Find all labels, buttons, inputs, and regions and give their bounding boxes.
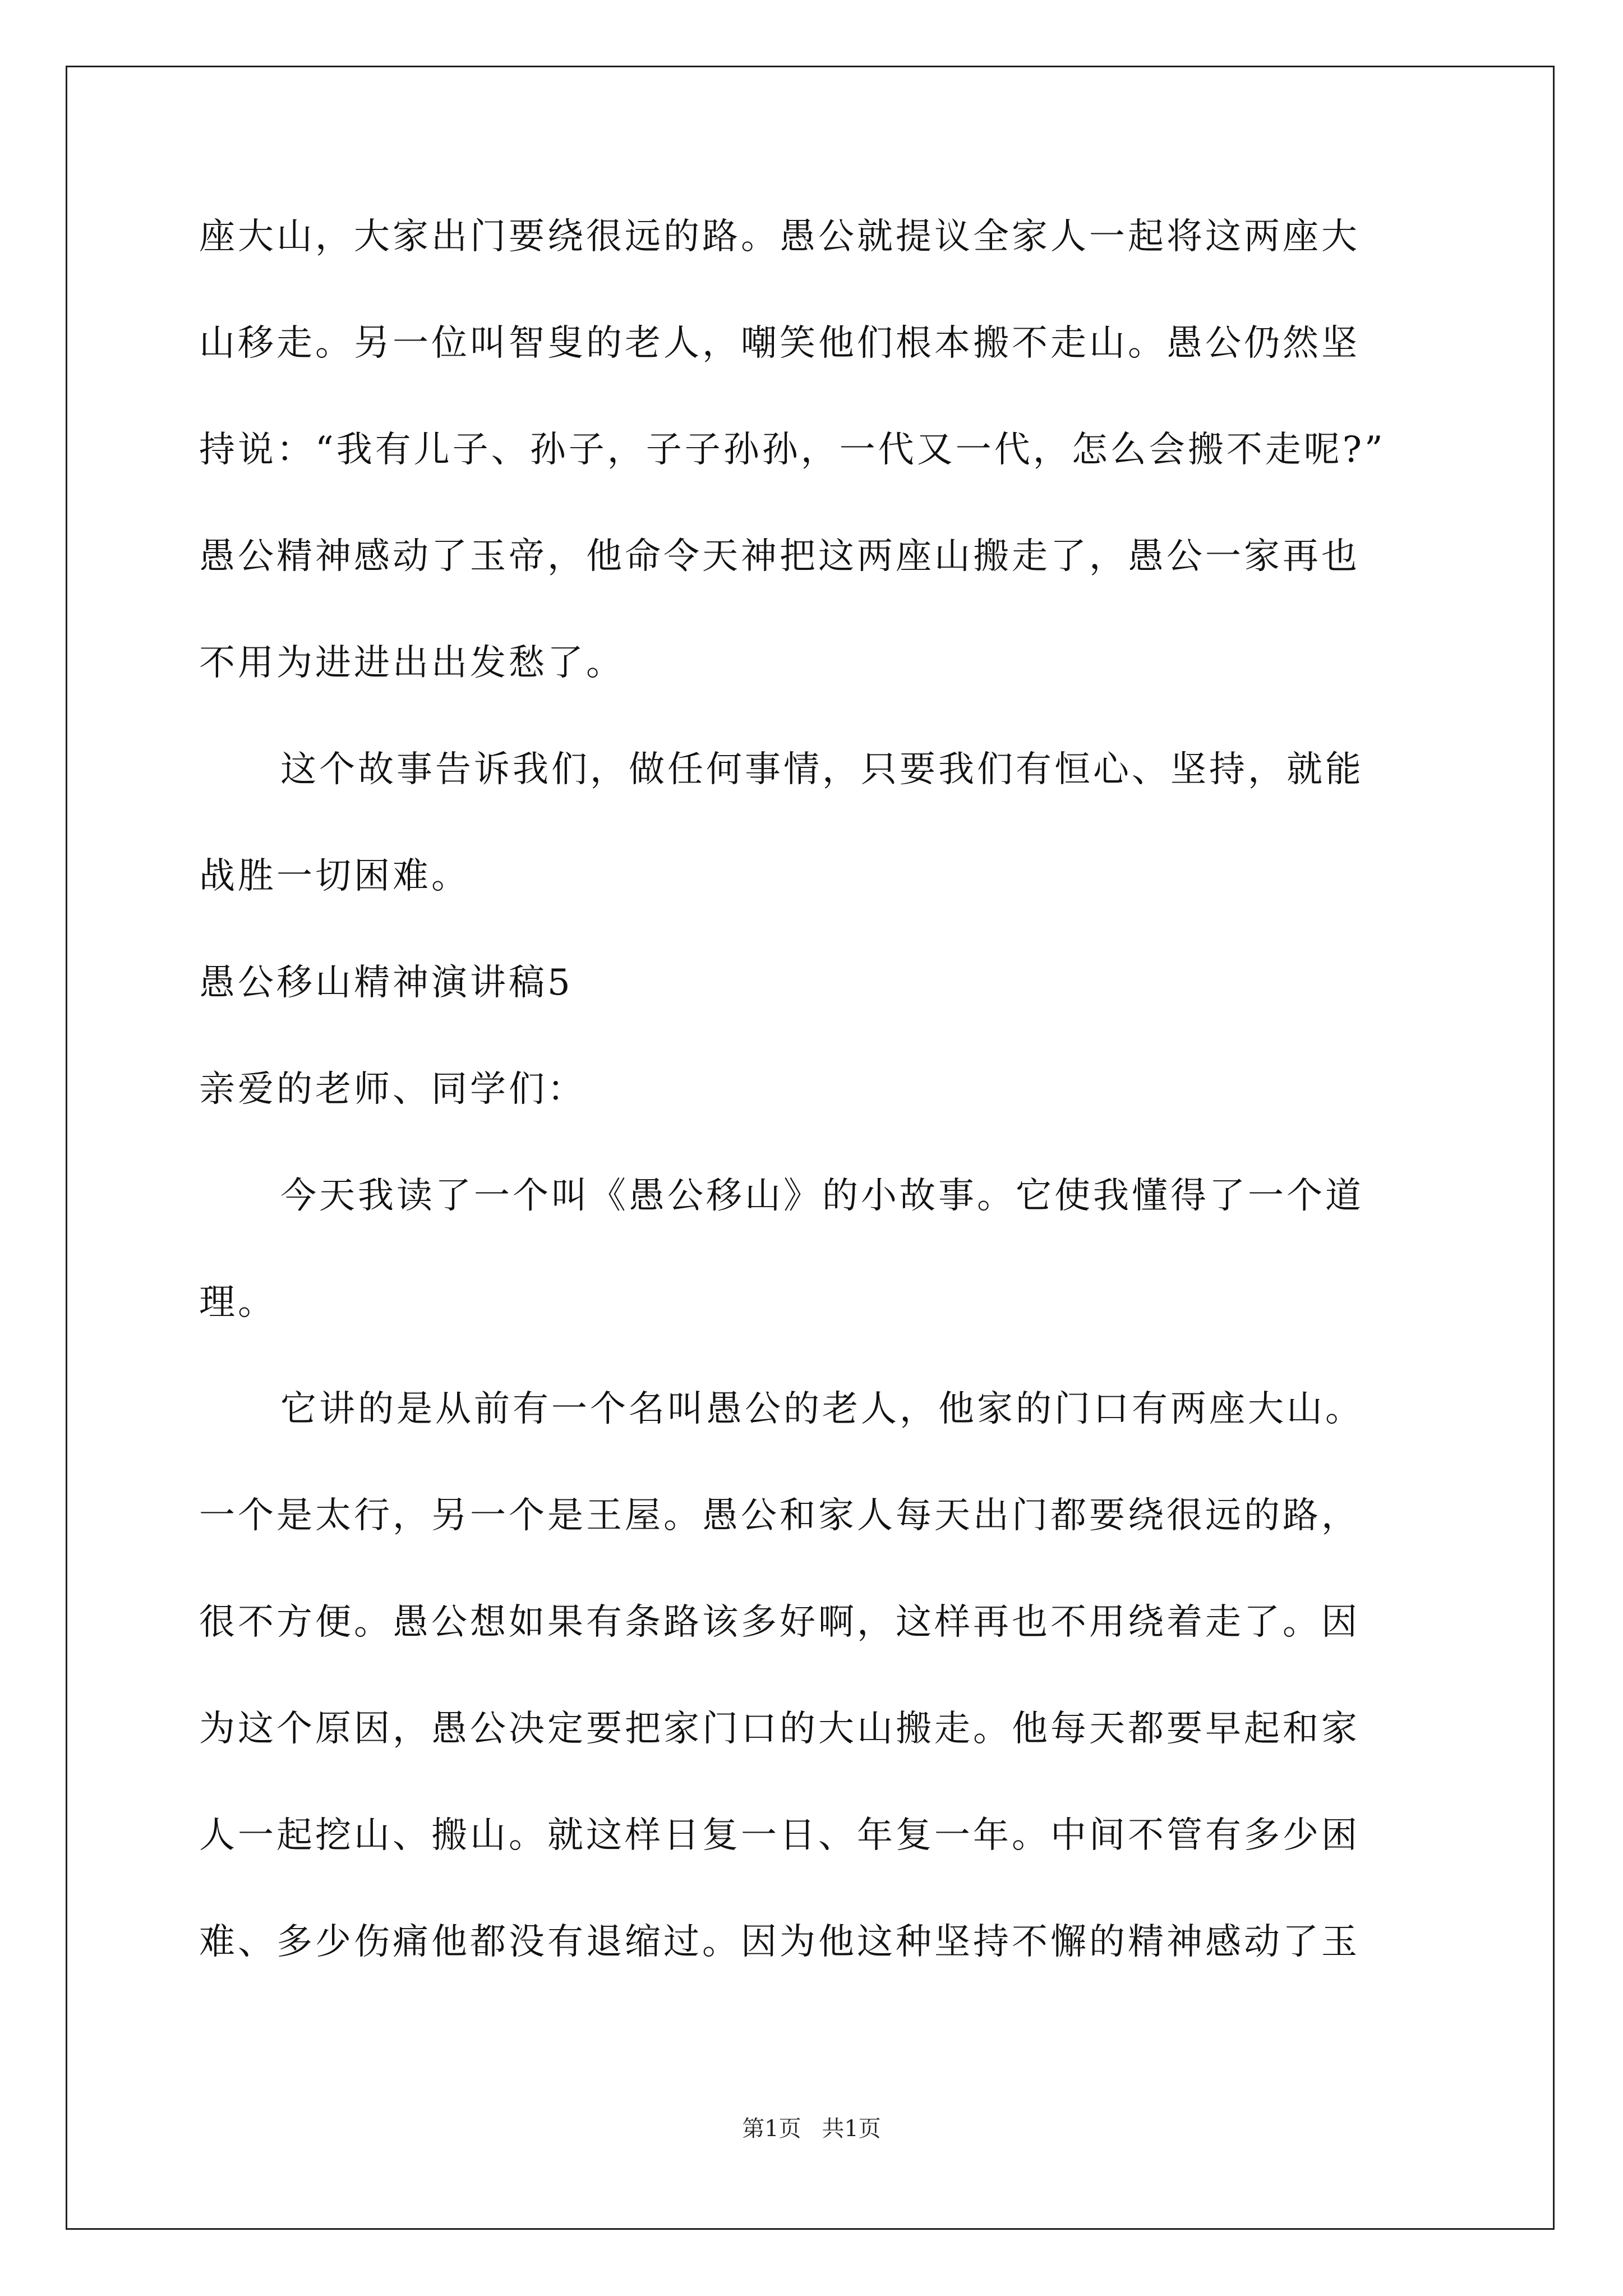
page-number: 第1页 [742, 2116, 801, 2142]
section-heading: 愚公移山精神演讲稿5 [199, 962, 573, 1004]
page-total: 共1页 [822, 2116, 881, 2142]
text-line: 座大山，大家出门要绕很远的路。愚公就提议全家人一起将这两座大 [199, 216, 1360, 257]
text-line: 一个是太行，另一个是王屋。愚公和家人每天出门都要绕很远的路， [199, 1495, 1360, 1536]
text-line: 愚公精神感动了玉帝，他命令天神把这两座山搬走了，愚公一家再也 [199, 536, 1360, 577]
text-line: 持说：“我有儿子、孙子，子子孙孙，一代又一代，怎么会搬不走呢?” [199, 429, 1386, 471]
text-line: 不用为进进出出发愁了。 [199, 642, 625, 684]
page-footer [0, 2115, 1623, 2143]
salutation: 亲爱的老师、同学们： [199, 1069, 586, 1110]
text-line: 战胜一切困难。 [199, 855, 470, 897]
paragraph-first-line: 它讲的是从前有一个名叫愚公的老人，他家的门口有两座大山。 [280, 1388, 1364, 1430]
text-line: 很不方便。愚公想如果有条路该多好啊，这样再也不用绕着走了。因 [199, 1602, 1360, 1643]
text-line: 难、多少伤痛他都没有退缩过。因为他这种坚持不懈的精神感动了玉 [199, 1921, 1360, 1963]
paragraph-first-line: 这个故事告诉我们，做任何事情，只要我们有恒心、坚持，就能 [280, 749, 1364, 790]
page-border [66, 66, 1555, 2230]
text-line: 山移走。另一位叫智叟的老人，嘲笑他们根本搬不走山。愚公仍然坚 [199, 323, 1360, 364]
text-line: 为这个原因，愚公决定要把家门口的大山搬走。他每天都要早起和家 [199, 1708, 1360, 1750]
paragraph-first-line: 今天我读了一个叫《愚公移山》的小故事。它使我懂得了一个道 [280, 1175, 1364, 1217]
text-line: 理。 [199, 1282, 276, 1323]
text-line: 人一起挖山、搬山。就这样日复一日、年复一年。中间不管有多少困 [199, 1815, 1360, 1856]
